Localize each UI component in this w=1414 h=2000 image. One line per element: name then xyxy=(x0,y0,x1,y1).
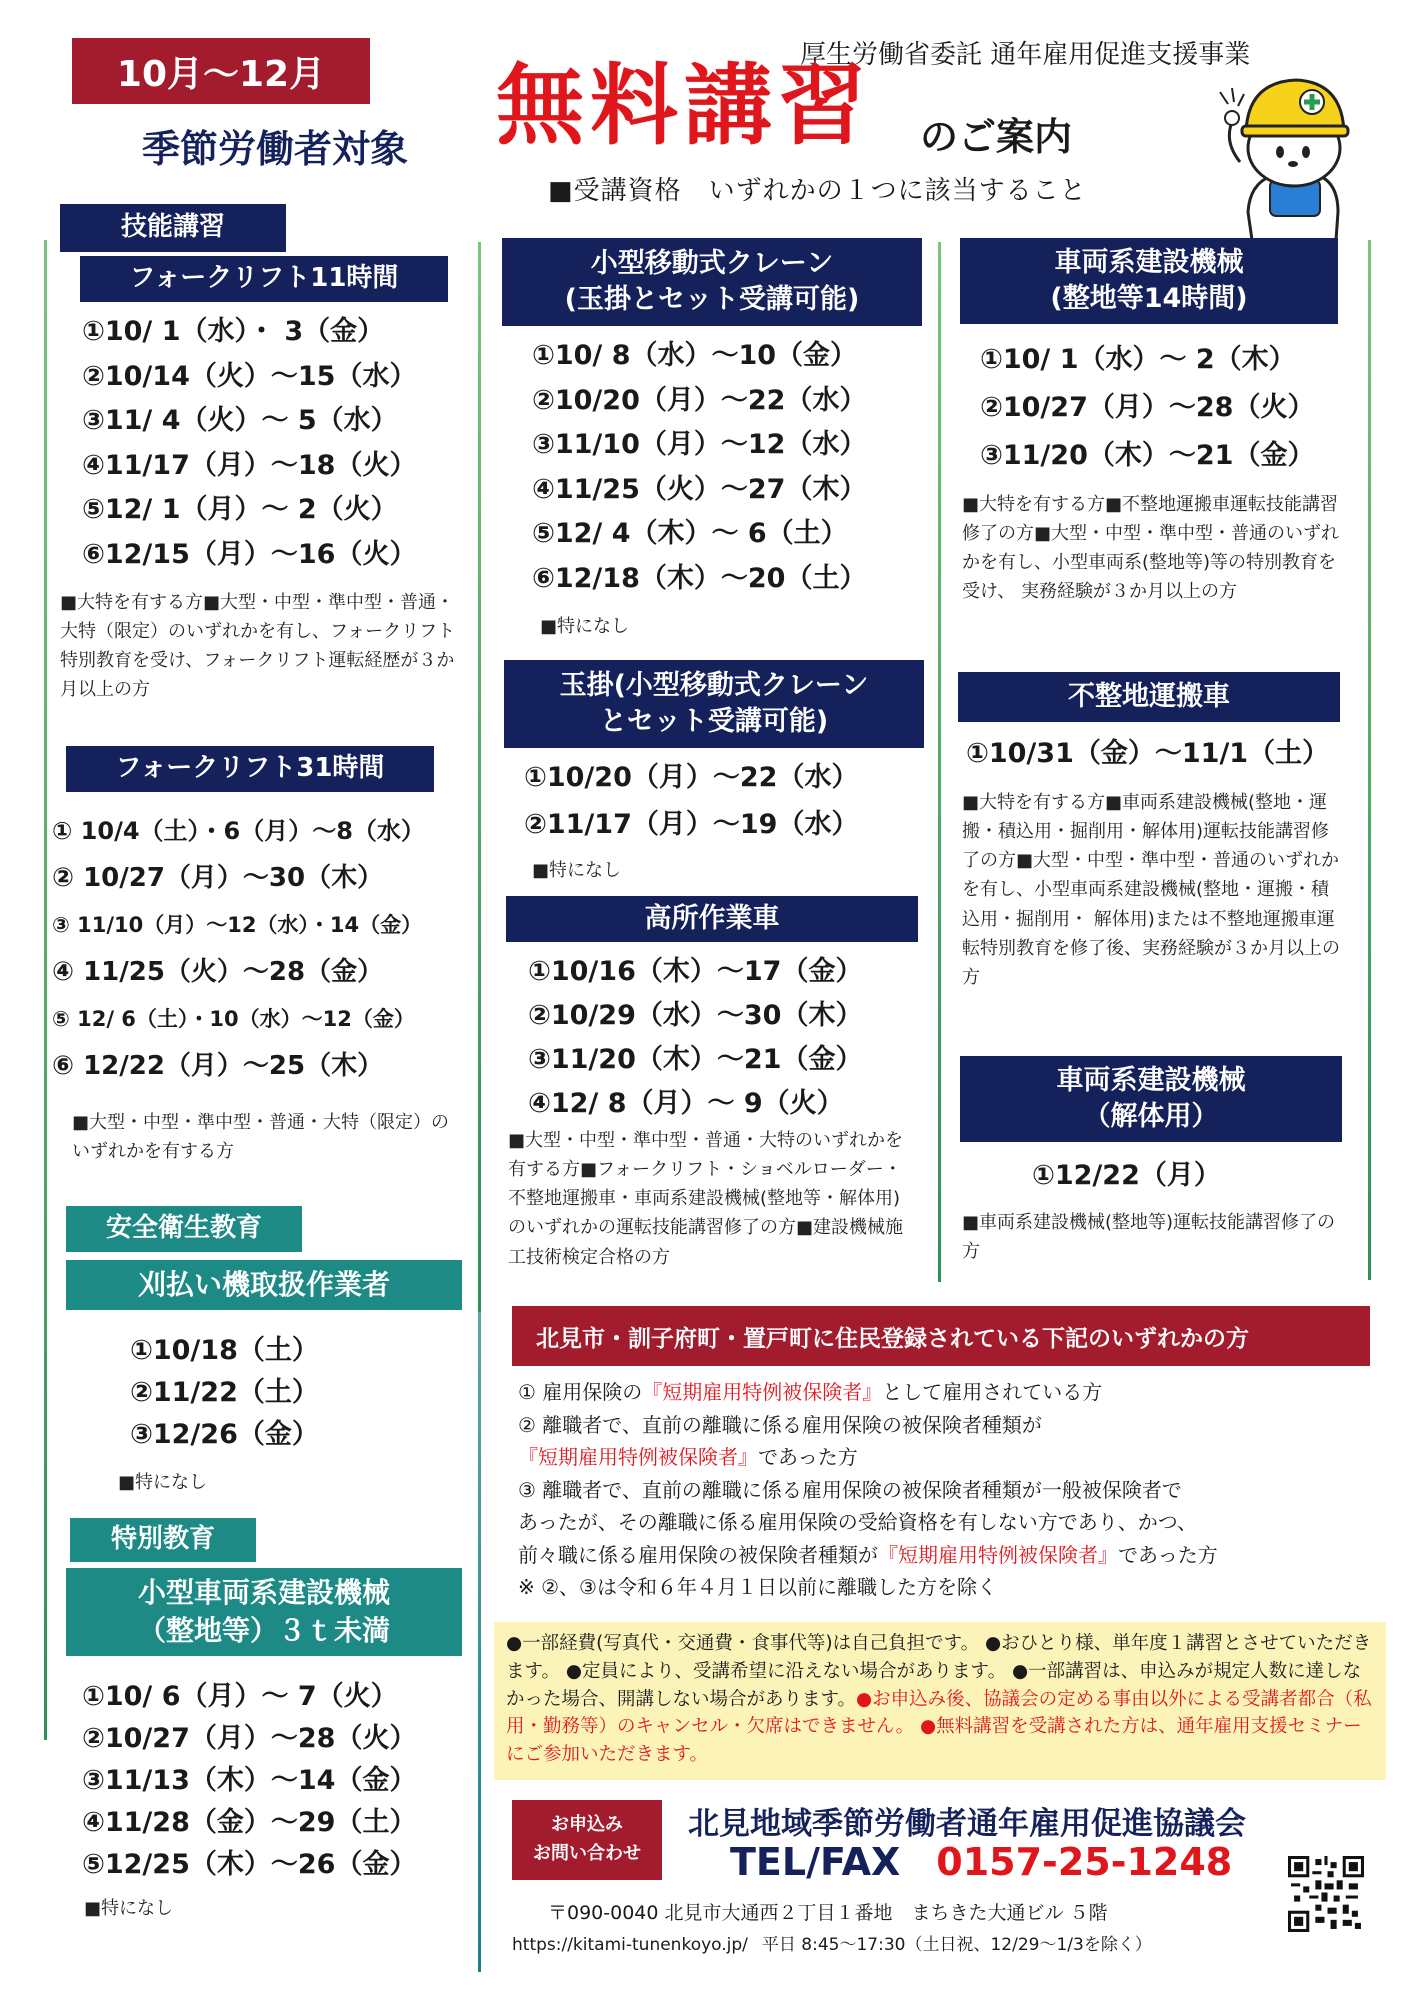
slinging-header xyxy=(504,660,924,748)
date-item: ④11/25（火）～27（木） xyxy=(532,473,867,505)
crane-dates xyxy=(532,334,866,601)
date-item: ①10/20（月）～22（水） xyxy=(524,762,859,793)
mascot-illustration xyxy=(1218,62,1368,242)
forklift11-header: フォークリフト11時間 xyxy=(80,256,448,302)
small-vehicle-title-line1: 小型車両系建設機械 xyxy=(137,1576,390,1610)
date-item: ② 10/27（月）～30（木） xyxy=(52,863,384,893)
date-item: ②10/14（火）～15（水） xyxy=(82,360,417,392)
demolition-header xyxy=(960,1056,1342,1142)
date-item: ⑥12/15（月）～16（火） xyxy=(82,538,417,570)
forklift11-requirement: ■大特を有する方■大型・中型・準中型・普通・大特（限定）のいずれかを有し、フォークリフト特別教育を受け、フォークリフト運転経歴が３か月以上の方 xyxy=(60,592,456,701)
crane-title-line2: (玉掛とセット受講可能) xyxy=(564,284,860,315)
aerial-dates xyxy=(528,950,862,1126)
date-item: ①10/ 1（水）・ 3（金） xyxy=(82,316,385,347)
highlight-term: 『短期雇用特例被保険者』 xyxy=(518,1445,758,1469)
vehicle-grading-dates xyxy=(980,336,1314,480)
date-item: ②11/22（土） xyxy=(130,1377,319,1408)
vehicle-grading-header xyxy=(960,238,1338,324)
slinging-title-line2: とセット受講可能) xyxy=(599,706,829,737)
eligibility-footnote: ※ ②、③は令和６年４月１日以前に離職した方を除く xyxy=(518,1575,997,1599)
slinging-title-line1: 玉掛(小型移動式クレーン xyxy=(559,669,869,701)
small-vehicle-dates xyxy=(82,1676,416,1886)
office-hours: 平日 8:45～17:30（土日祝、12/29～1/3を除く） xyxy=(761,1935,1152,1955)
brush-cutter-dates xyxy=(130,1330,319,1456)
organization-name: 北見地域季節労働者通年雇用促進協議会 xyxy=(688,1806,1246,1842)
date-item: ④11/17（月）～18（火） xyxy=(82,449,417,481)
section-safety-education: 安全衛生教育 xyxy=(66,1206,302,1252)
column-divider xyxy=(938,242,941,1282)
page-title: 無料講習 xyxy=(496,54,873,157)
forklift11-dates xyxy=(82,310,416,577)
section-skill-training: 技能講習 xyxy=(60,204,286,252)
date-item: ①10/ 1（水）～ 2（木） xyxy=(980,344,1296,375)
crane-title-line1: 小型移動式クレーン xyxy=(590,247,834,279)
ministry-line: 厚生労働省委託 通年雇用促進支援事業 xyxy=(800,40,1251,70)
apply-contact-badge xyxy=(512,1800,662,1880)
qr-code[interactable] xyxy=(1288,1856,1364,1932)
demolition-dates xyxy=(1032,1154,1221,1198)
rough-terrain-dates xyxy=(966,732,1329,776)
url-hours xyxy=(512,1930,1152,1955)
vehicle-grading-title-line2: (整地等14時間) xyxy=(1050,283,1248,314)
eligibility-item: あったが、その離職に係る雇用保険の受給資格を有しない方であり、かつ、 xyxy=(518,1510,1197,1534)
qualification-line: ■受講資格 いずれかの１つに該当すること xyxy=(548,176,1087,206)
date-item: ⑤12/25（木）～26（金） xyxy=(82,1849,417,1880)
forklift31-header: フォークリフト31時間 xyxy=(66,746,434,792)
date-item: ③11/10（月）～12（水） xyxy=(532,429,867,460)
eligibility-item: 『短期雇用特例被保険者』であった方 xyxy=(518,1445,858,1469)
aerial-header: 高所作業車 xyxy=(506,896,918,942)
column-divider xyxy=(478,242,481,1312)
title-suffix: のご案内 xyxy=(920,115,1073,159)
brush-cutter-requirement: ■特になし xyxy=(118,1472,208,1493)
section-special-education: 特別教育 xyxy=(70,1518,256,1562)
date-item: ⑥12/18（木）～20（土） xyxy=(532,562,867,594)
date-item: ⑤ 12/ 6（土）・10（水）～12（金） xyxy=(52,1007,415,1031)
badge-line2: お問い合わせ xyxy=(533,1843,641,1864)
vehicle-grading-requirement: ■大特を有する方■不整地運搬車運転技能講習修了の方■大型・中型・準中型・普通のいずれかを有し、小型車両系(整地等)等の特別教育を受け、 実務経験が３か月以上の方 xyxy=(962,494,1340,603)
small-vehicle-title-line2: （整地等）３ｔ未満 xyxy=(137,1614,390,1647)
notice-text-warning: ●お申込み後、協議会の定める事由以外による受講者都合（私用・勤務等）のキャンセル・欠席はできません。 ●無料講習を受講された方は、通年雇用支援セミナーにご参加いただきます。 xyxy=(506,1688,1372,1765)
date-item: ⑤12/ 1（月）～ 2（火） xyxy=(82,494,398,525)
eligibility-item: ③ 離職者で、直前の離職に係る雇用保険の被保険者種類が一般被保険者で xyxy=(518,1477,1182,1502)
notice-box xyxy=(494,1622,1386,1780)
date-item: ⑥ 12/22（月）～25（木） xyxy=(52,1051,384,1081)
eligibility-list xyxy=(518,1376,1218,1604)
small-vehicle-header xyxy=(66,1568,462,1656)
period-badge: 10月～12月 xyxy=(72,38,370,104)
date-item: ③11/ 4（火）～ 5（水） xyxy=(82,405,398,436)
date-item: ③11/20（木）～21（金） xyxy=(528,1044,863,1075)
highlight-term: 『短期雇用特例被保険者』 xyxy=(642,1380,883,1404)
rough-terrain-header: 不整地運搬車 xyxy=(958,672,1340,722)
date-item: ③ 11/10（月）～12（水）・14（金） xyxy=(52,913,423,937)
forklift31-requirement: ■大型・中型・準中型・普通・大特（限定）のいずれかを有する方 xyxy=(72,1112,450,1163)
slinging-dates xyxy=(524,754,858,848)
badge-line1: お申込み xyxy=(551,1814,623,1836)
highlight-term: 『短期雇用特例被保険者』 xyxy=(878,1542,1118,1567)
date-item: ① 10/4（土）・6（月）～8（水） xyxy=(52,817,425,845)
rough-terrain-requirement: ■大特を有する方■車両系建設機械(整地・運搬・積込用・掘削用・解体用)運転技能講習修了の方■大型・中型・準中型・普通のいずれかを有し、小型車両系建設機械(整地・運搬・積込用・掘削用・ 解体用)または不整地運搬車運転特別教育を修了後、実務経験が３か月以上の方 xyxy=(962,792,1340,988)
date-item: ①12/22（月） xyxy=(1032,1160,1221,1191)
eligibility-item: ② 離職者で、直前の離職に係る雇用保険の被保険者種類が xyxy=(518,1412,1042,1437)
notice-text: ●一部経費(写真代・交通費・食事代等)は自己負担です。 ●おひとり様、単年度１講習とさせていただきます。 ●定員により、受講希望に沿えない場合があります。 ●一部講習は、申込みが規定人数に達しなかった場合、開講しない場合があります。 xyxy=(506,1633,1372,1710)
vehicle-grading-title-line1: 車両系建設機械 xyxy=(1054,246,1244,278)
address: 〒090-0040 北見市大通西２丁目１番地 まちきた大通ビル ５階 xyxy=(548,1902,1108,1924)
date-item: ①10/18（土） xyxy=(130,1335,319,1366)
demolition-title-line1: 車両系建設機械 xyxy=(1056,1064,1246,1096)
demolition-title-line2: （解体用） xyxy=(1083,1101,1219,1132)
tel-number[interactable]: 0157-25-1248 xyxy=(936,1840,1233,1884)
column-divider xyxy=(44,240,47,1740)
slinging-requirement: ■特になし xyxy=(532,860,622,881)
crane-header xyxy=(502,238,922,326)
date-item: ④ 11/25（火）～28（金） xyxy=(52,957,384,987)
date-item: ②10/20（月）～22（水） xyxy=(532,384,867,416)
date-item: ②10/27（月）～28（火） xyxy=(82,1723,417,1754)
tel-label: TEL/FAX xyxy=(730,1840,901,1884)
crane-requirement: ■特になし xyxy=(540,616,630,637)
eligibility-banner: 北見市・訓子府町・置戸町に住民登録されている下記のいずれかの方 xyxy=(512,1306,1370,1366)
date-item: ④11/28（金）～29（土） xyxy=(82,1807,417,1838)
date-item: ②11/17（月）～19（水） xyxy=(524,809,859,840)
target-label: 季節労働者対象 xyxy=(142,127,409,171)
date-item: ①10/16（木）～17（金） xyxy=(528,956,863,987)
date-item: ②10/29（水）～30（木） xyxy=(528,1000,863,1031)
eligibility-item: ① 雇用保険の『短期雇用特例被保険者』として雇用されている方 xyxy=(518,1380,1103,1404)
date-item: ①10/31（金）～11/1（土） xyxy=(966,738,1330,769)
website-link[interactable]: https://kitami-tunenkoyo.jp/ xyxy=(512,1935,748,1955)
date-item: ③11/20（木）～21（金） xyxy=(980,440,1315,471)
tel-fax xyxy=(730,1840,1232,1884)
brush-cutter-header: 刈払い機取扱作業者 xyxy=(66,1260,462,1310)
small-vehicle-requirement: ■特になし xyxy=(84,1898,174,1919)
date-item: ④12/ 8（月）～ 9（火） xyxy=(528,1088,844,1119)
demolition-requirement: ■車両系建設機械(整地等)運転技能講習修了の方 xyxy=(962,1212,1336,1263)
eligibility-item: 前々職に係る雇用保険の被保険者種類が『短期雇用特例被保険者』であった方 xyxy=(518,1542,1218,1567)
date-item: ③11/13（木）～14（金） xyxy=(82,1765,417,1796)
aerial-requirement: ■大型・中型・準中型・普通・大特のいずれかを有する方■フォークリフト・ショベルローダー・不整地運搬車・車両系建設機械(整地等・解体用)のいずれかの運転技能講習修了の方■建設機械施工技術検定合格の方 xyxy=(508,1130,904,1268)
date-item: ③12/26（金） xyxy=(130,1419,319,1450)
date-item: ①10/ 6（月）～ 7（火） xyxy=(82,1681,398,1712)
date-item: ⑤12/ 4（木）～ 6（土） xyxy=(532,518,848,549)
column-divider xyxy=(1368,240,1371,1280)
date-item: ②10/27（月）～28（火） xyxy=(980,392,1315,423)
column-divider xyxy=(478,1312,481,1972)
date-item: ①10/ 8（水）～10（金） xyxy=(532,340,858,371)
forklift31-dates xyxy=(52,808,425,1090)
